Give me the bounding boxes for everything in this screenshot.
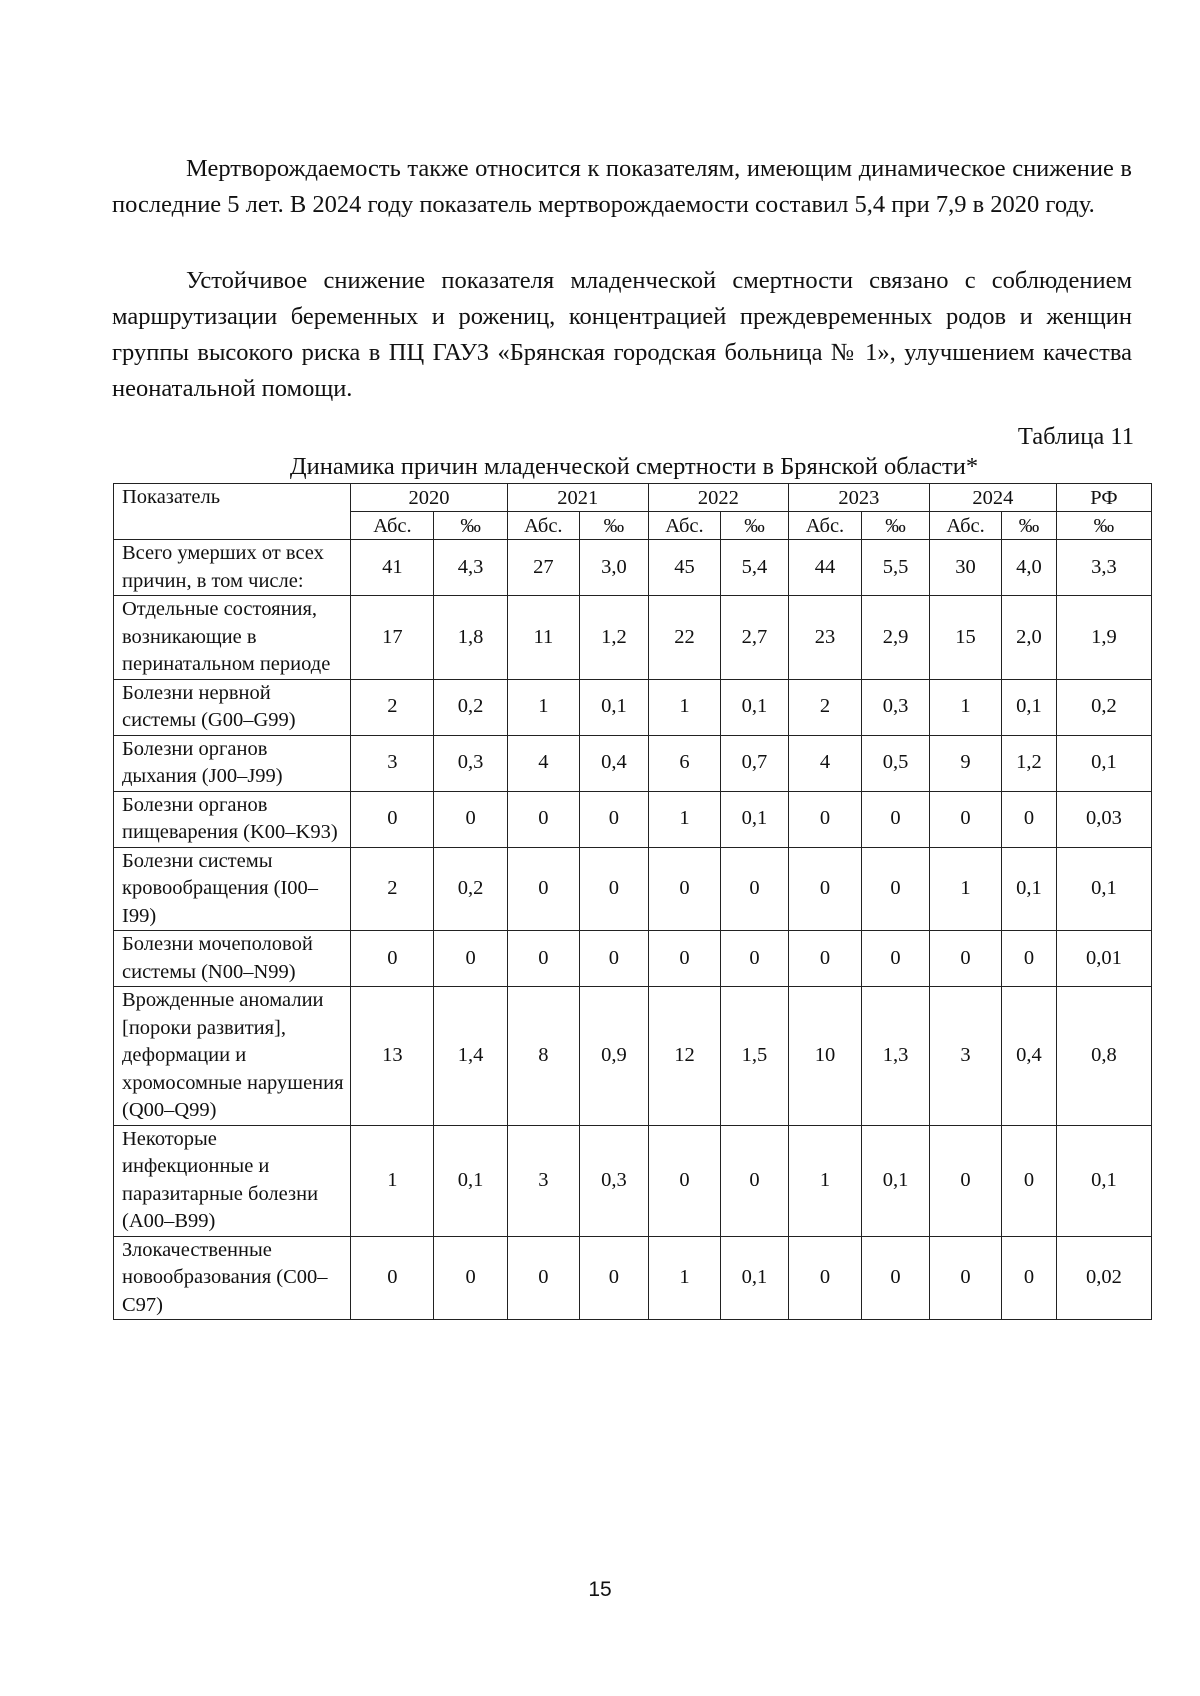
permille-cell: 0 (862, 1236, 930, 1320)
abs-cell: 4 (788, 735, 861, 791)
permille-cell: 0,7 (721, 735, 789, 791)
permille-cell: 1,2 (1002, 735, 1057, 791)
permille-cell: 0,1 (721, 1236, 789, 1320)
abs-cell: 2 (351, 847, 434, 931)
abs-cell: 0 (648, 847, 720, 931)
row-label: Болезни системы кровообращения (I00–I99) (114, 847, 351, 931)
row-label: Врожденные аномалии [пороки развития], деформации и хромосомные нарушения (Q00–Q99) (114, 987, 351, 1126)
abs-cell: 0 (929, 1125, 1001, 1236)
table-row (114, 1125, 1152, 1236)
permille-cell: 0,4 (579, 735, 648, 791)
rf-cell: 3,3 (1056, 540, 1151, 596)
row-label: Болезни органов дыхания (J00–J99) (114, 735, 351, 791)
permille-cell: 0,1 (579, 679, 648, 735)
permille-cell: 0 (862, 931, 930, 987)
permille-cell: 3,0 (579, 540, 648, 596)
abs-cell: 1 (648, 679, 720, 735)
abs-cell: 41 (351, 540, 434, 596)
table-title: Динамика причин младенческой смертности в Брянской области* (289, 453, 979, 480)
abs-cell: 0 (351, 1236, 434, 1320)
abs-cell: 1 (648, 1236, 720, 1320)
table-number: Таблица 11 (1017, 423, 1134, 450)
permille-cell: 0,5 (862, 735, 930, 791)
permille-cell: 0,1 (862, 1125, 930, 1236)
abs-cell: 3 (351, 735, 434, 791)
rf-cell: 0,01 (1056, 931, 1151, 987)
permille-cell: 0 (434, 1236, 507, 1320)
permille-cell: 1,5 (721, 987, 789, 1126)
year-header: 2023 (788, 484, 929, 512)
permille-cell: 0 (862, 847, 930, 931)
abs-cell: 1 (507, 679, 579, 735)
rf-cell: 0,2 (1056, 679, 1151, 735)
abs-cell: 0 (788, 791, 861, 847)
permille-cell: 5,5 (862, 540, 930, 596)
abs-cell: 22 (648, 596, 720, 680)
permille-cell: 0,2 (434, 847, 507, 931)
permille-cell: 0 (721, 931, 789, 987)
abs-cell: 8 (507, 987, 579, 1126)
permille-cell: 0 (721, 1125, 789, 1236)
abs-header: Абс. (788, 512, 861, 540)
abs-header: Абс. (351, 512, 434, 540)
permille-cell: 1,8 (434, 596, 507, 680)
abs-cell: 3 (929, 987, 1001, 1126)
abs-cell: 0 (507, 1236, 579, 1320)
abs-cell: 10 (788, 987, 861, 1126)
paragraph-stillbirth: Мертворождаемость также относится к показателям, имеющим динамическое снижение в последние 5 лет. В 2024 году показатель мертворождаемости составил 5,4 при 7,9 в 2020 году. (112, 154, 1132, 218)
permille-header: ‰ (1056, 512, 1151, 540)
permille-cell: 0 (1002, 1236, 1057, 1320)
rf-cell: 0,1 (1056, 735, 1151, 791)
permille-cell: 0,1 (1002, 679, 1057, 735)
table-row (114, 540, 1152, 596)
abs-cell: 27 (507, 540, 579, 596)
permille-cell: 1,3 (862, 987, 930, 1126)
abs-cell: 15 (929, 596, 1001, 680)
abs-header: Абс. (648, 512, 720, 540)
abs-cell: 0 (788, 931, 861, 987)
abs-header: Абс. (929, 512, 1001, 540)
permille-cell: 0,1 (721, 679, 789, 735)
permille-cell: 0 (1002, 931, 1057, 987)
permille-cell: 0 (579, 931, 648, 987)
abs-cell: 0 (929, 1236, 1001, 1320)
row-label: Всего умерших от всех причин, в том числе: (114, 540, 351, 596)
abs-cell: 1 (929, 847, 1001, 931)
permille-cell: 4,0 (1002, 540, 1057, 596)
abs-cell: 30 (929, 540, 1001, 596)
abs-cell: 23 (788, 596, 861, 680)
abs-cell: 6 (648, 735, 720, 791)
abs-cell: 1 (788, 1125, 861, 1236)
header-row-years (114, 484, 1152, 512)
rf-header: РФ (1056, 484, 1151, 512)
abs-cell: 0 (507, 931, 579, 987)
permille-cell: 0,3 (579, 1125, 648, 1236)
permille-cell: 0,9 (579, 987, 648, 1126)
permille-cell: 4,3 (434, 540, 507, 596)
abs-cell: 11 (507, 596, 579, 680)
abs-cell: 1 (351, 1125, 434, 1236)
permille-cell: 0 (434, 931, 507, 987)
row-label: Злокачественные новообразования (C00–C97) (114, 1236, 351, 1320)
abs-header: Абс. (507, 512, 579, 540)
table-body (114, 540, 1152, 1320)
rf-cell: 1,9 (1056, 596, 1151, 680)
year-header: 2022 (648, 484, 788, 512)
abs-cell: 44 (788, 540, 861, 596)
permille-cell: 0 (1002, 1125, 1057, 1236)
permille-cell: 1,2 (579, 596, 648, 680)
rf-cell: 0,1 (1056, 847, 1151, 931)
permille-header: ‰ (721, 512, 789, 540)
permille-cell: 2,7 (721, 596, 789, 680)
abs-cell: 0 (648, 1125, 720, 1236)
abs-cell: 2 (788, 679, 861, 735)
abs-cell: 1 (929, 679, 1001, 735)
infant-mortality-table (113, 483, 1152, 1320)
abs-cell: 2 (351, 679, 434, 735)
permille-cell: 0,1 (434, 1125, 507, 1236)
row-label: Болезни органов пищеварения (K00–K93) (114, 791, 351, 847)
page-number: 15 (588, 1578, 612, 1601)
permille-cell: 2,9 (862, 596, 930, 680)
rf-cell: 0,02 (1056, 1236, 1151, 1320)
table-row (114, 791, 1152, 847)
paragraph-infant-mortality: Устойчивое снижение показателя младенческой смертности связано с соблюдением маршрутизации беременных и рожениц, концентрацией преждевременных родов и женщин группы высокого риска в ПЦ ГАУЗ «Брянская городская больница № 1», улучшением качества неонатальной помощи. (112, 266, 1132, 402)
permille-cell: 0,1 (1002, 847, 1057, 931)
permille-header: ‰ (434, 512, 507, 540)
abs-cell: 4 (507, 735, 579, 791)
abs-cell: 13 (351, 987, 434, 1126)
abs-cell: 0 (351, 791, 434, 847)
abs-cell: 0 (507, 791, 579, 847)
abs-cell: 0 (648, 931, 720, 987)
abs-cell: 0 (788, 847, 861, 931)
table-row (114, 596, 1152, 680)
abs-cell: 9 (929, 735, 1001, 791)
abs-cell: 17 (351, 596, 434, 680)
abs-cell: 0 (929, 931, 1001, 987)
permille-cell: 0,4 (1002, 987, 1057, 1126)
permille-cell: 0 (579, 791, 648, 847)
row-label: Болезни мочеполовой системы (N00–N99) (114, 931, 351, 987)
permille-cell: 0 (579, 1236, 648, 1320)
table-row (114, 847, 1152, 931)
permille-cell: 0 (579, 847, 648, 931)
abs-cell: 3 (507, 1125, 579, 1236)
table-row (114, 679, 1152, 735)
permille-cell: 5,4 (721, 540, 789, 596)
rf-cell: 0,1 (1056, 1125, 1151, 1236)
year-header: 2021 (507, 484, 648, 512)
permille-cell: 0 (1002, 791, 1057, 847)
permille-cell: 0,3 (434, 735, 507, 791)
abs-cell: 12 (648, 987, 720, 1126)
indicator-header: Показатель (114, 484, 351, 540)
table-row (114, 931, 1152, 987)
table-row (114, 735, 1152, 791)
abs-cell: 0 (351, 931, 434, 987)
table-row (114, 1236, 1152, 1320)
permille-cell: 0 (862, 791, 930, 847)
abs-cell: 1 (648, 791, 720, 847)
rf-cell: 0,8 (1056, 987, 1151, 1126)
permille-cell: 0,1 (721, 791, 789, 847)
row-label: Болезни нервной системы (G00–G99) (114, 679, 351, 735)
permille-header: ‰ (862, 512, 930, 540)
year-header: 2024 (929, 484, 1056, 512)
permille-header: ‰ (579, 512, 648, 540)
abs-cell: 0 (507, 847, 579, 931)
row-label: Некоторые инфекционные и паразитарные болезни (A00–B99) (114, 1125, 351, 1236)
rf-cell: 0,03 (1056, 791, 1151, 847)
permille-cell: 0,3 (862, 679, 930, 735)
year-header: 2020 (351, 484, 507, 512)
row-label: Отдельные состояния, возникающие в перинатальном периоде (114, 596, 351, 680)
permille-cell: 2,0 (1002, 596, 1057, 680)
permille-cell: 0,2 (434, 679, 507, 735)
permille-header: ‰ (1002, 512, 1057, 540)
permille-cell: 0 (434, 791, 507, 847)
table-row (114, 987, 1152, 1126)
permille-cell: 0 (721, 847, 789, 931)
abs-cell: 0 (788, 1236, 861, 1320)
permille-cell: 1,4 (434, 987, 507, 1126)
abs-cell: 45 (648, 540, 720, 596)
abs-cell: 0 (929, 791, 1001, 847)
